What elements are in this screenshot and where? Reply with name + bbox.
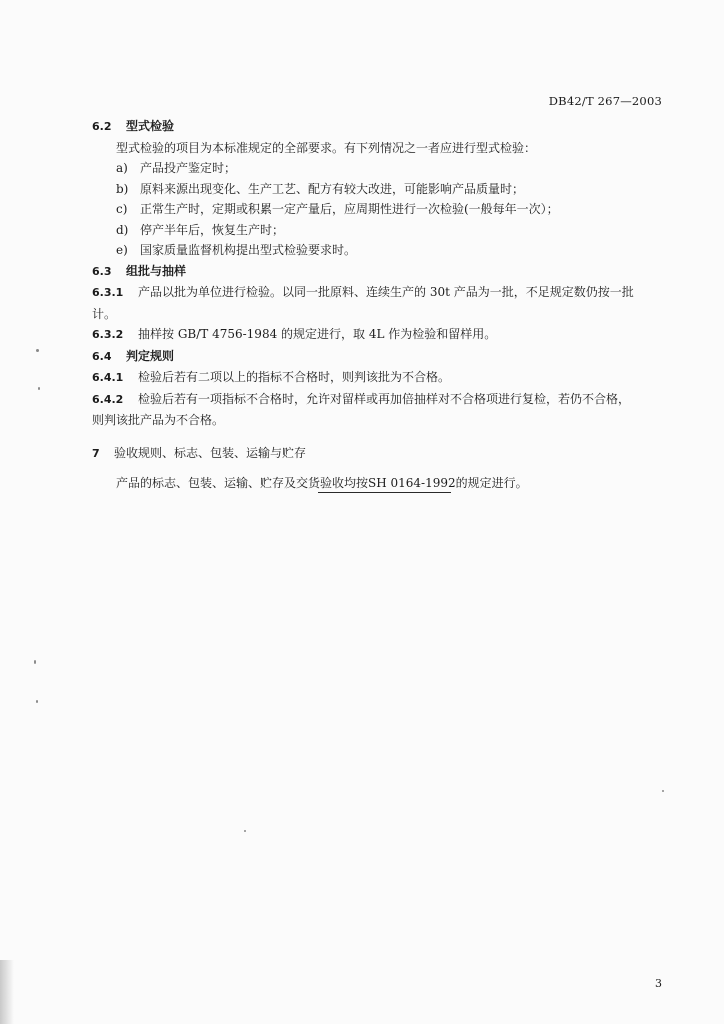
section-number: 7	[92, 446, 100, 460]
clause-number: 6.4.2	[92, 392, 124, 406]
list-item-a	[92, 158, 664, 179]
list-text: 原料来源出现变化、生产工艺、配方有较大改进，可能影响产品质量时；	[140, 181, 525, 196]
standard-code-header: DB42/T 267—2003	[548, 94, 662, 108]
list-item-b	[92, 179, 664, 200]
clause-6-4-2	[92, 389, 664, 411]
section-7-text: 产品的标志、包装、运输、贮存及交货验收均按SH 0164-1992的规定进行。	[116, 476, 528, 490]
scan-speck	[36, 349, 39, 352]
section-title: 型式检验	[126, 119, 175, 133]
list-label: a)	[116, 161, 128, 175]
section-6-2-intro: 型式检验的项目为本标准规定的全部要求。有下列情况之一者应进行型式检验：	[116, 140, 537, 155]
list-text: 国家质量监督机构提出型式检验要求时。	[140, 243, 357, 257]
clause-6-3-1-continuation: 计。	[92, 306, 117, 321]
section-6-2-heading	[92, 116, 664, 138]
end-of-text-rule	[318, 492, 451, 493]
section-6-3-heading	[92, 261, 664, 283]
clause-number: 6.4.1	[92, 371, 124, 384]
clause-6-3-1	[92, 282, 664, 304]
section-title: 组批与抽样	[126, 263, 187, 278]
list-label: b)	[116, 181, 129, 196]
list-label: d)	[116, 222, 129, 237]
clause-6-4-2-continuation: 则判该批产品为不合格。	[92, 413, 225, 427]
section-number: 6.4	[92, 349, 112, 363]
scan-speck	[662, 790, 664, 792]
scan-speck	[38, 387, 40, 390]
clause-number: 6.3.2	[92, 328, 124, 341]
section-title: 判定规则	[126, 348, 175, 363]
clause-text: 产品以批为单位进行检验。以同一批原料、连续生产的 30t 产品为一批，不足规定数仍按一批	[138, 285, 634, 299]
list-item-e	[92, 240, 664, 261]
section-number: 6.3	[92, 264, 112, 278]
section-number: 6.2	[92, 120, 112, 133]
section-6-4-heading	[92, 346, 664, 368]
scan-speck	[244, 830, 246, 832]
clause-6-3-2	[92, 324, 664, 346]
list-label: e)	[116, 243, 128, 257]
section-7-heading	[92, 443, 664, 465]
clause-text: 检验后若有二项以上的指标不合格时，则判该批为不合格。	[138, 370, 451, 384]
scan-edge-shadow	[0, 960, 14, 1024]
list-text: 正常生产时，定期或积累一定产量后，应周期性进行一次检验(一般每年一次）；	[140, 202, 559, 216]
list-item-d	[92, 220, 664, 241]
page-number: 3	[655, 977, 662, 990]
list-label: c)	[116, 202, 128, 216]
list-item-c	[92, 199, 664, 220]
clause-6-4-1	[92, 367, 664, 389]
clause-number: 6.3.1	[92, 286, 124, 299]
document-body	[92, 116, 664, 494]
list-text: 停产半年后，恢复生产时；	[140, 222, 285, 237]
scan-speck	[34, 660, 36, 664]
clause-text: 检验后若有一项指标不合格时，允许对留样或再加倍抽样对不合格项进行复检，若仍不合格，	[138, 391, 631, 406]
clause-text: 抽样按 GB/T 4756-1984 的规定进行，取 4L 作为检验和留样用。	[138, 327, 497, 341]
list-text: 产品投产鉴定时；	[140, 161, 237, 175]
scan-speck	[36, 700, 38, 703]
section-title: 验收规则、标志、包装、运输与贮存	[114, 445, 307, 460]
